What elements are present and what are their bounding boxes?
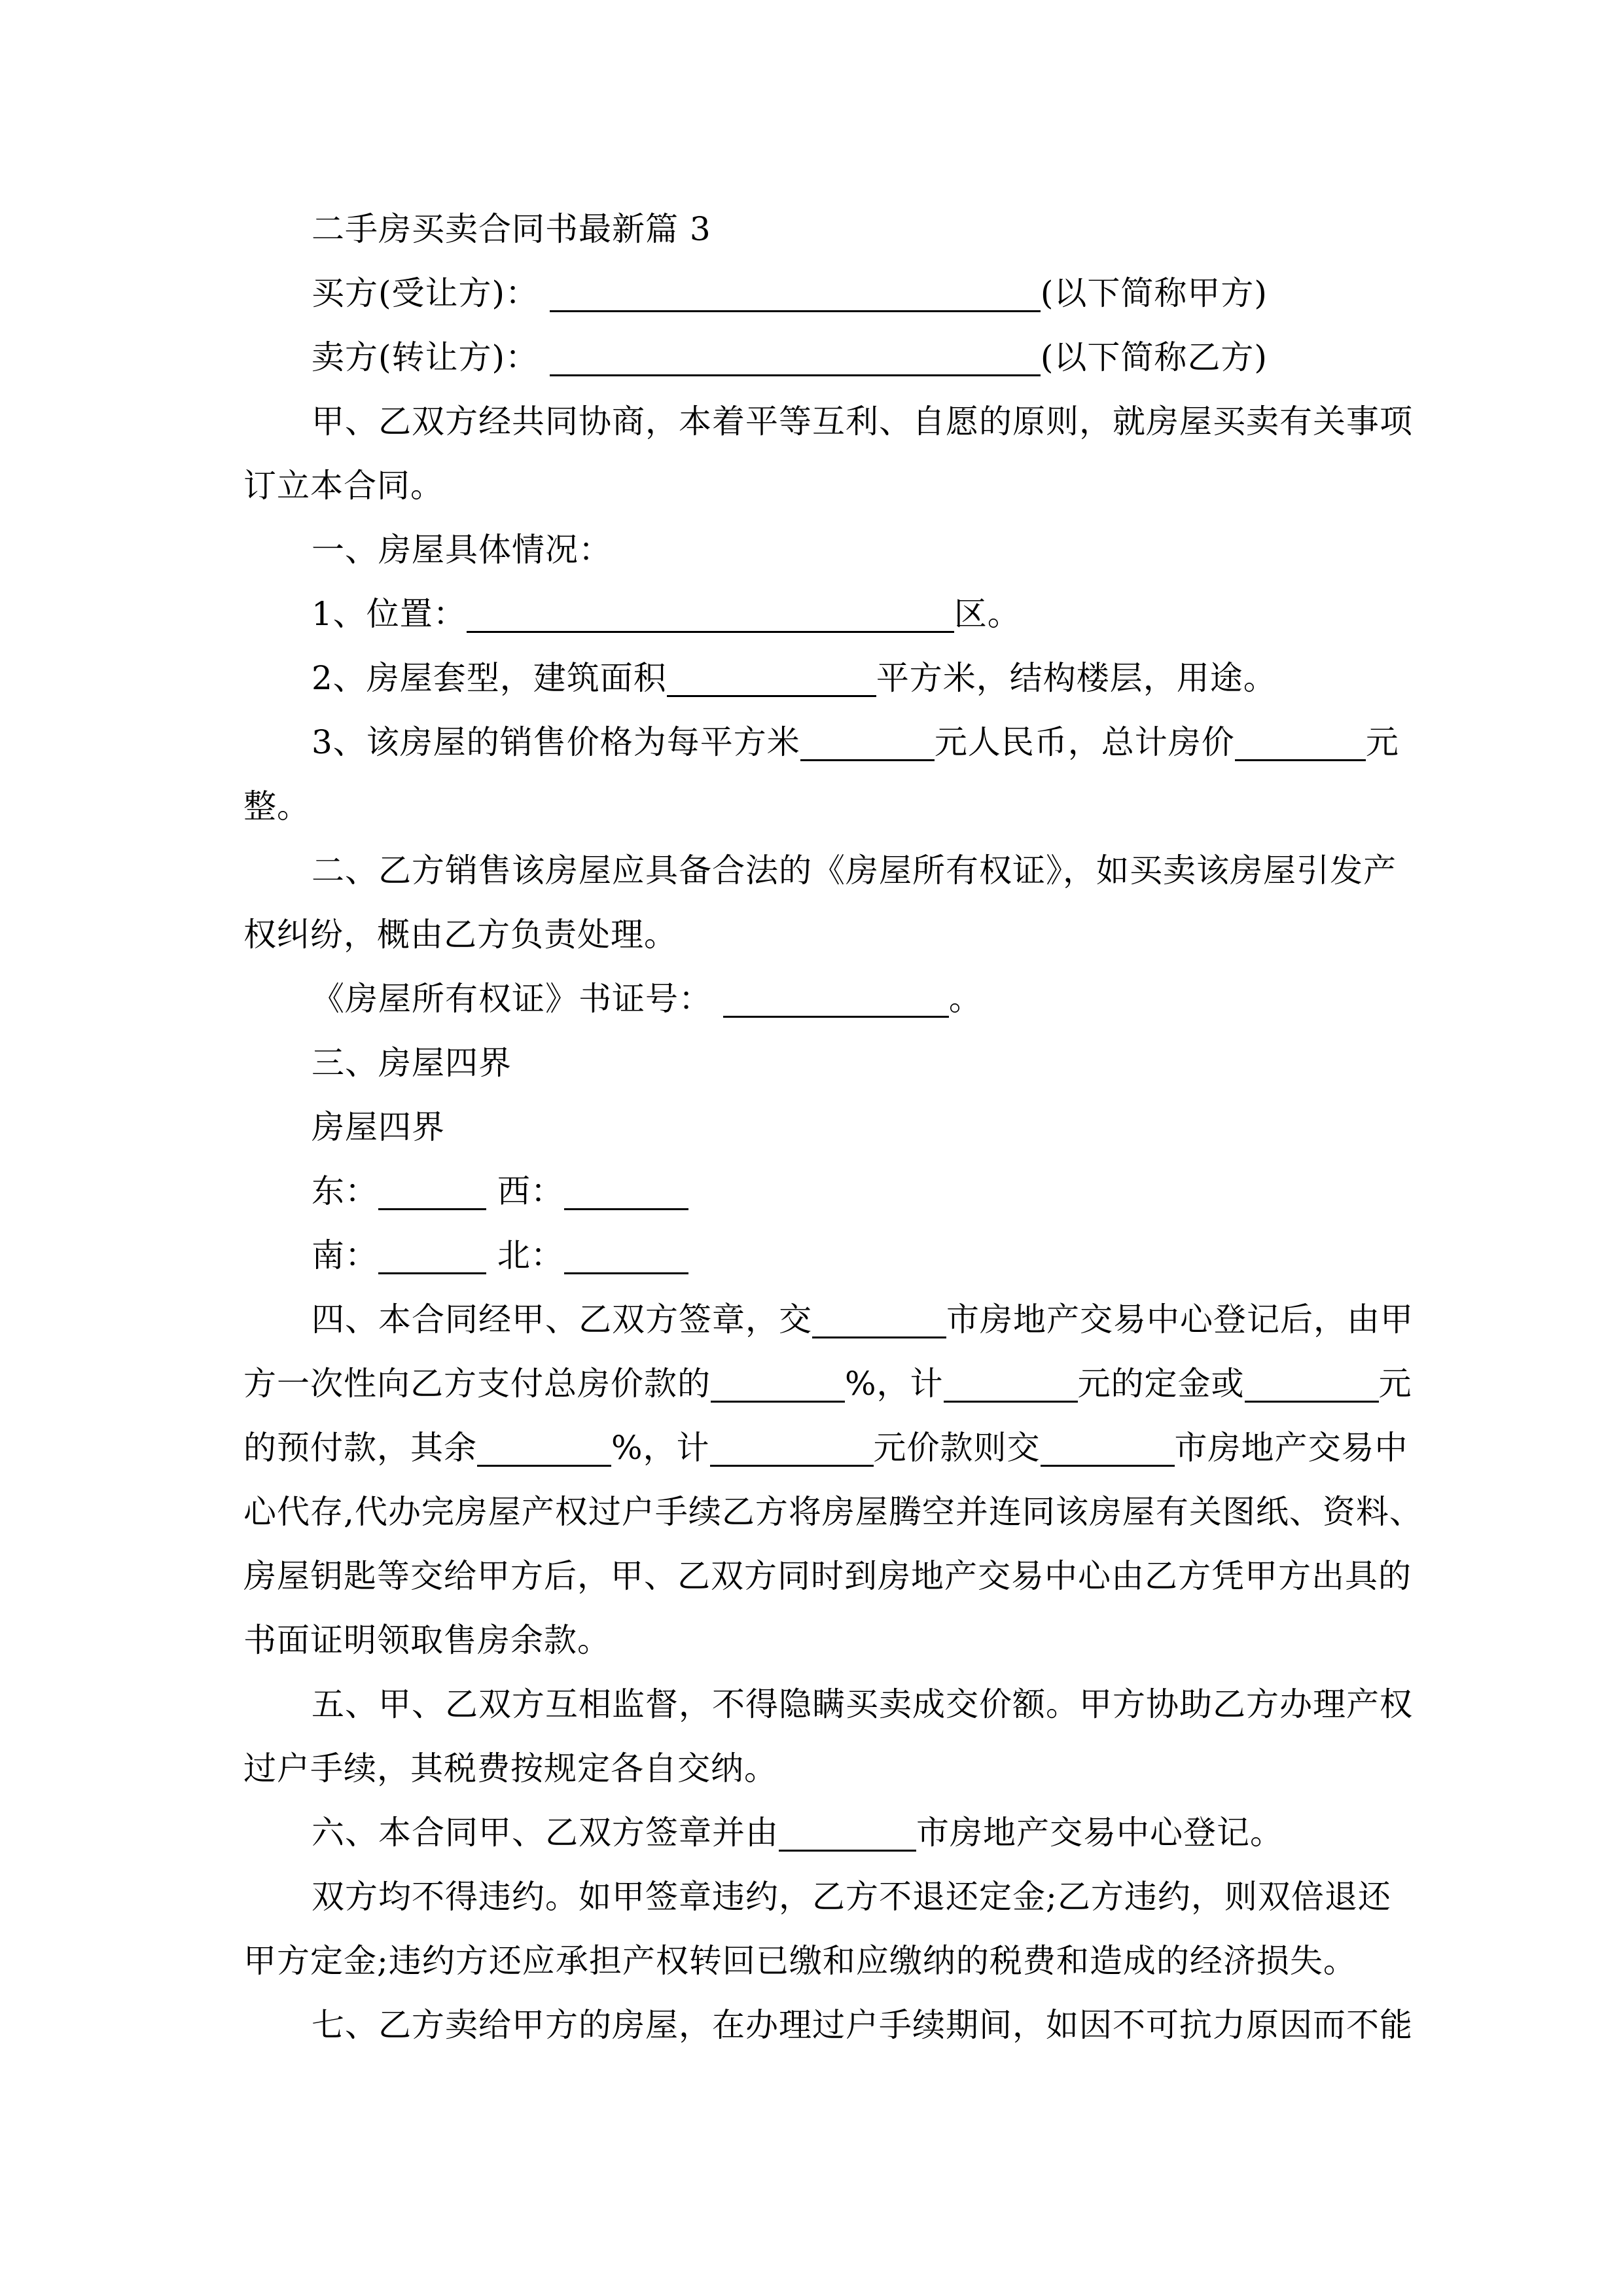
text-run: 五、甲、乙双方互相监督，不得隐瞒买卖成交价额。甲方协助乙方办理产权 xyxy=(312,1685,1413,1723)
text-run: 西： xyxy=(486,1172,564,1210)
paragraph-line xyxy=(243,582,1421,646)
text-run: 甲方定金;违约方还应承担产权转回已缴和应缴纳的税费和造成的经济损失。 xyxy=(243,1942,1357,1980)
blank-underline xyxy=(550,278,1041,312)
blank-underline xyxy=(812,1304,946,1338)
text-run: %，计 xyxy=(845,1365,944,1403)
paragraph-line xyxy=(243,1480,1421,1544)
paragraph-line xyxy=(243,1608,1421,1672)
document-body xyxy=(243,197,1421,2057)
blank-underline xyxy=(378,1240,486,1274)
paragraph-line xyxy=(243,1993,1421,2057)
blank-underline xyxy=(723,983,949,1018)
paragraph-line xyxy=(243,1095,1421,1159)
text-run: 2、房屋套型，建筑面积 xyxy=(312,659,667,697)
paragraph-line xyxy=(243,903,1421,967)
text-run: 北： xyxy=(486,1236,564,1274)
text-run: 东： xyxy=(312,1172,378,1210)
paragraph-line xyxy=(243,389,1421,454)
text-run: 买方(受让方)： xyxy=(312,274,550,312)
blank-underline xyxy=(1235,726,1366,761)
text-run: 《房屋所有权证》书证号： xyxy=(312,980,723,1018)
paragraph-line xyxy=(243,1159,1421,1223)
blank-underline xyxy=(667,662,876,697)
blank-underline xyxy=(477,1432,611,1467)
text-run: 双方均不得违约。如甲签章违约，乙方不退还定金;乙方违约，则双倍退还 xyxy=(312,1878,1391,1916)
blank-underline xyxy=(711,1368,845,1403)
text-run: 二、乙方销售该房屋应具备合法的《房屋所有权证》，如买卖该房屋引发产 xyxy=(312,852,1397,889)
text-run: 市房地产交易中心登记。 xyxy=(916,1814,1283,1852)
paragraph-line xyxy=(243,1544,1421,1608)
text-run: 七、乙方卖给甲方的房屋，在办理过户手续期间，如因不可抗力原因而不能 xyxy=(312,2006,1413,2044)
text-run: 六、本合同甲、乙双方签章并由 xyxy=(312,1814,779,1852)
blank-underline xyxy=(779,1817,916,1852)
text-run: 南： xyxy=(312,1236,378,1274)
text-run: 甲、乙双方经共同协商，本着平等互利、自愿的原则，就房屋买卖有关事项 xyxy=(312,403,1413,440)
document-title-line xyxy=(243,197,1421,261)
text-run: 元的定金或 xyxy=(1077,1365,1245,1403)
blank-underline xyxy=(1041,1432,1175,1467)
text-run: 过户手续，其税费按规定各自交纳。 xyxy=(243,1749,777,1787)
text-run: 权纠纷，概由乙方负责处理。 xyxy=(243,916,677,954)
paragraph-line xyxy=(243,774,1421,838)
blank-underline xyxy=(944,1368,1078,1403)
paragraph-line xyxy=(243,1801,1421,1865)
blank-underline xyxy=(550,342,1041,376)
text-run: 区。 xyxy=(954,595,1021,633)
paragraph-line xyxy=(243,518,1421,582)
text-run: 书面证明领取售房余款。 xyxy=(243,1621,611,1659)
blank-underline xyxy=(378,1175,486,1210)
blank-underline xyxy=(710,1432,874,1467)
paragraph-line xyxy=(243,838,1421,903)
text-run: 房屋钥匙等交给甲方后，甲、乙双方同时到房地产交易中心由乙方凭甲方出具的 xyxy=(243,1557,1412,1595)
text-run: 元 xyxy=(1378,1365,1412,1403)
paragraph-line xyxy=(243,1223,1421,1287)
paragraph-line xyxy=(243,646,1421,710)
text-run: (以下简称乙方) xyxy=(1040,338,1268,376)
text-run: 整。 xyxy=(243,787,310,825)
text-run: 平方米，结构楼层，用途。 xyxy=(876,659,1277,697)
paragraph-line xyxy=(243,1736,1421,1801)
paragraph-line xyxy=(243,1031,1421,1095)
blank-underline xyxy=(1245,1368,1379,1403)
blank-underline xyxy=(564,1175,688,1210)
text-run: 元 xyxy=(1365,723,1399,761)
text-run: 方一次性向乙方支付总房价款的 xyxy=(243,1365,711,1403)
text-run: %，计 xyxy=(611,1429,710,1467)
text-run: 元人民币，总计房价 xyxy=(934,723,1235,761)
text-run: 。 xyxy=(948,980,982,1018)
text-run: 订立本合同。 xyxy=(243,467,444,505)
paragraph-line xyxy=(243,1287,1421,1352)
text-run: 1、位置： xyxy=(312,595,467,633)
blank-underline xyxy=(467,598,954,633)
text-run: 市房地产交易中 xyxy=(1174,1429,1408,1467)
text-run: 二手房买卖合同书最新篇 3 xyxy=(312,210,711,248)
text-run: 卖方(转让方)： xyxy=(312,338,550,376)
blank-underline xyxy=(564,1240,688,1274)
text-run: (以下简称甲方) xyxy=(1040,274,1268,312)
paragraph-line xyxy=(243,1865,1421,1929)
paragraph-line xyxy=(243,1352,1421,1416)
text-run: 3、该房屋的销售价格为每平方米 xyxy=(312,723,800,761)
text-run: 元价款则交 xyxy=(873,1429,1041,1467)
text-run: 一、房屋具体情况： xyxy=(312,531,612,569)
paragraph-line xyxy=(243,1416,1421,1480)
paragraph-line xyxy=(243,710,1421,774)
text-run: 房屋四界 xyxy=(312,1108,445,1146)
paragraph-line xyxy=(243,454,1421,518)
text-run: 三、房屋四界 xyxy=(312,1044,512,1082)
paragraph-line xyxy=(243,261,1421,325)
blank-underline xyxy=(800,726,935,761)
paragraph-line xyxy=(243,325,1421,389)
paragraph-line xyxy=(243,967,1421,1031)
paragraph-line xyxy=(243,1672,1421,1736)
text-run: 心代存,代办完房屋产权过户手续乙方将房屋腾空并连同该房屋有关图纸、资料、 xyxy=(243,1493,1423,1531)
text-run: 的预付款，其余 xyxy=(243,1429,477,1467)
paragraph-line xyxy=(243,1929,1421,1993)
text-run: 四、本合同经甲、乙双方签章，交 xyxy=(312,1300,812,1338)
text-run: 市房地产交易中心登记后，由甲 xyxy=(946,1300,1414,1338)
